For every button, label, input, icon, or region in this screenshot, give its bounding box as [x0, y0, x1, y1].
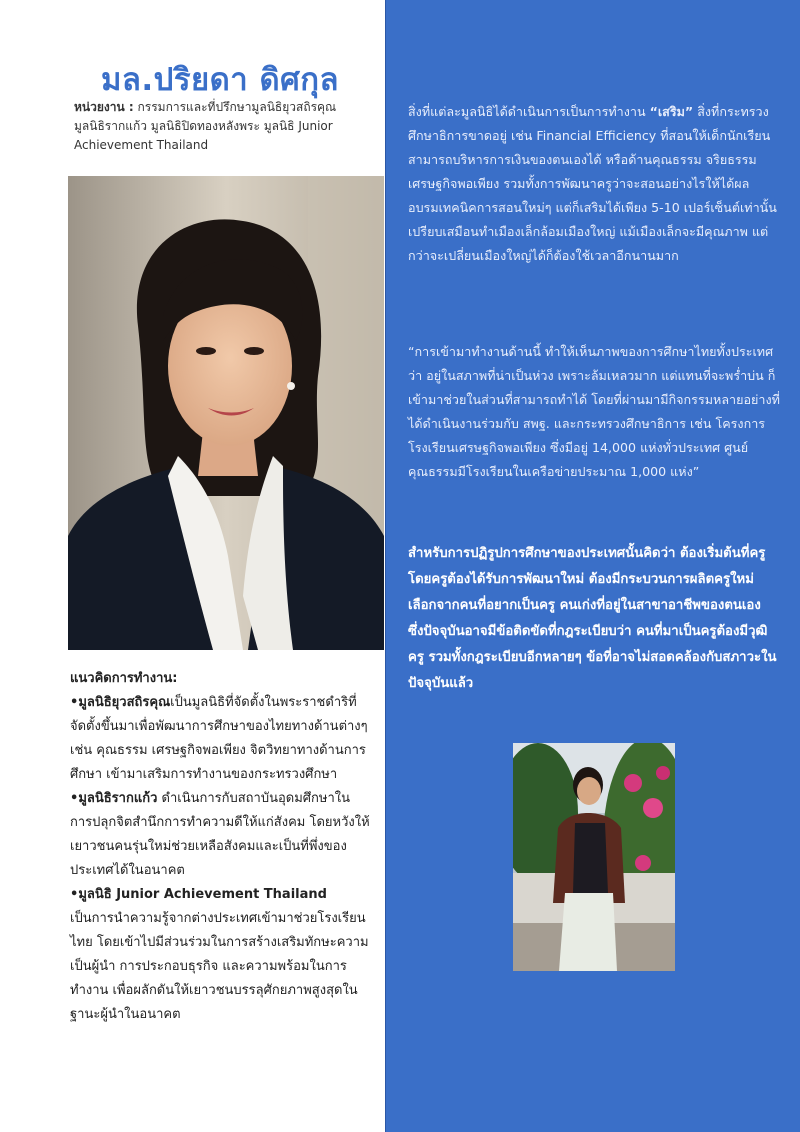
concept-item-text: เป็นมูลนิธิที่จัดตั้งในพระราชดำริที่จัดตั้งขึ้นมาเพื่อพัฒนาการศึกษาของไทยทางด้านต่างๆ เช่น คุณธรรม เศรษฐกิจพอเพียง จิตวิทยาทางด้านการศึกษา เข้ามาเสริมการทำงานของกระทรวงศึกษา — [70, 695, 368, 782]
unit-label: หน่วยงาน : — [74, 100, 134, 114]
concept-item-name: มูลนิธิ Junior Achievement Thailand — [78, 887, 327, 902]
concept-heading: แนวคิดการทำงาน: — [70, 671, 178, 686]
garden-image — [513, 743, 675, 971]
garden-photo — [513, 743, 675, 971]
para1-after: สิ่งที่กระทรวงศึกษาธิการขาดอยู่ เช่น Financial Efficiency ที่สอนให้เด็กนักเรียนสามารถบริหารการเงินของตนเองได้ หรือด้านคุณธรรม จริยธรรม เศรษฐกิจพอเพียง รวมทั้งการพัฒนาครูว่าจะสอนอย่างไรให้ได้ผล อบรมเทคนิคการสอนใหม่ๆ แต่ก็เสริมได้เพียง 5-10 เปอร์เซ็นต์เท่านั้น เปรียบเสมือนทำเมืองเล็กล้อมเมืองใหญ่ แม้เมืองเล็กจะมีคุณภาพ แต่กว่าจะเปลี่ยนเมืองใหญ่ได้ก็ต้องใช้เวลาอีกนานมาก — [408, 104, 777, 263]
concept-item-bullet: • — [70, 695, 79, 710]
unit-text: กรรมการและที่ปรึกษามูลนิธิยุวสถิรคุณ มูลนิธิรากแก้ว มูลนิธิปิดทองหลังพระ มูลนิธิ Junior Achievement Thailand — [74, 100, 337, 152]
portrait-image — [68, 176, 384, 650]
portrait-photo — [68, 176, 384, 650]
right-paragraph-2-quote — [408, 340, 780, 484]
person-name: มล.ปริยดา ดิศกุล — [100, 62, 340, 98]
concept-item — [70, 787, 370, 883]
left-column — [0, 0, 385, 1132]
concept-item-name: มูลนิธิยุวสถิรคุณ — [78, 695, 171, 710]
concept-item — [70, 691, 370, 787]
concept-item-name: มูลนิธิรากแก้ว — [78, 791, 158, 806]
organization-info — [74, 98, 364, 155]
para1-before: สิ่งที่แต่ละมูลนิธิได้ดำเนินการเป็นการทำงาน — [408, 104, 650, 119]
concept-item-bullet: • — [70, 791, 79, 806]
work-concept-section — [70, 667, 370, 1027]
concept-item-text: ดำเนินการกับสถาบันอุดมศึกษาในการปลุกจิตสำนึกการทำความดีให้แก่สังคม โดยหวังให้เยาวชนคนรุ่นใหม่ช่วยเหลือสังคมและเป็นที่พึ่งของประเทศได้ในอนาคต — [70, 791, 370, 878]
right-paragraph-1 — [408, 100, 780, 268]
right-paragraph-3 — [408, 541, 780, 697]
concept-item-bullet: • — [70, 887, 79, 902]
concept-item — [70, 883, 370, 1027]
para2-text: “การเข้ามาทำงานด้านนี้ ทำให้เห็นภาพของการศึกษาไทยทั้งประเทศว่า อยู่ในสภาพที่น่าเป็นห่วง เพราะล้มเหลวมาก แต่แทนที่จะพร่ำบ่น ก็เข้ามาช่วยในส่วนที่สามารถทำได้ โดยที่ผ่านมามีกิจกรรมหลายอย่างที่ได้ดำเนินงานร่วมกับ สพฐ. และกระทรวงศึกษาธิการ เช่น โครงการโรงเรียนเศรษฐกิจพอเพียง ซึ่งมีอยู่ 14,000 แห่งทั่วประเทศ ศูนย์คุณธรรมมีโรงเรียนในเครือข่ายประมาณ 1,000 แห่ง” — [408, 344, 780, 479]
para1-emphasis: “เสริม” — [649, 104, 694, 119]
concept-item-text: เป็นการนำความรู้จากต่างประเทศเข้ามาช่วยโรงเรียนไทย โดยเข้าไปมีส่วนร่วมในการสร้างเสริมทักษะความเป็นผู้นำ การประกอบธุรกิจ และความพร้อมในการทำงาน เพื่อผลักดันให้เยาวชนบรรลุศักยภาพสูงสุดในฐานะผู้นำในอนาคต — [70, 911, 369, 1022]
para3-text: สำหรับการปฏิรูปการศึกษาของประเทศนั้นคิดว่า ต้องเริ่มต้นที่ครู โดยครูต้องได้รับการพัฒนาใหม่ ต้องมีกระบวนการผลิตครูใหม่ เลือกจากคนที่อยากเป็นครู คนเก่งที่อยู่ในสาขาอาชีพของตนเอง ซึ่งปัจจุบันอาจมีข้อติดขัดที่กฎระเบียบว่า คนที่มาเป็นครูต้องมีวุฒิครู รวมทั้งกฎระเบียบอีกหลายๆ ข้อที่อาจไม่สอดคล้องกับสภาวะในปัจจุบันแล้ว — [408, 546, 777, 691]
